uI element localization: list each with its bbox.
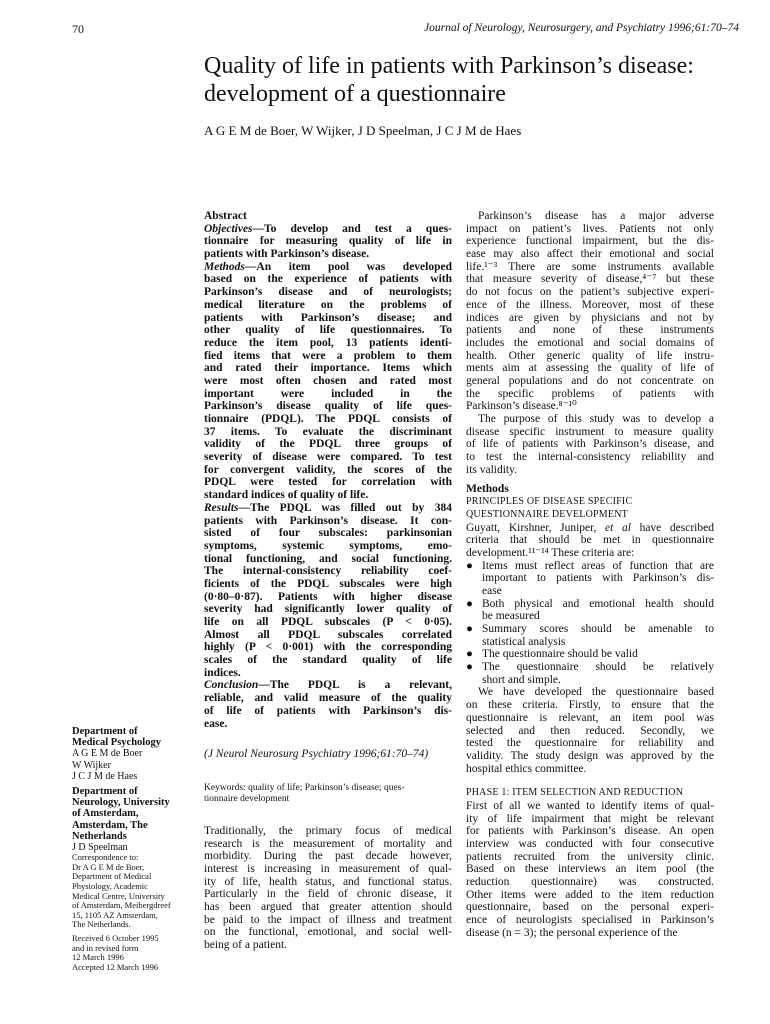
abstract-line: patients with Parkinson’s disease. It con- <box>204 514 452 527</box>
abstract-line: for convergent validity, the scores of the <box>204 463 452 476</box>
bullet-text: Items must reflect areas of function that are <box>482 559 714 572</box>
paragraph-line: Other items were added to the item reduction <box>466 888 714 901</box>
paragraph-line: ity of life impairment that might be relevant <box>466 812 714 825</box>
correspondence-line: Correspondence to: <box>72 852 139 863</box>
author-list: A G E M de Boer, W Wijker, J D Speelman, J C J M de Haes <box>204 123 522 138</box>
bullet-text: statistical analysis <box>482 635 566 648</box>
page-number: 70 <box>72 22 84 36</box>
paragraph-line: for patients with Parkinson’s disease. An open <box>466 825 714 838</box>
spacer <box>466 476 714 483</box>
spacer <box>466 775 714 787</box>
abstract-line: standard indices of quality of life. <box>204 489 369 502</box>
bullet-icon: ● <box>466 559 473 572</box>
paragraph-line: on these criteria. Firstly, to ensure that the <box>466 699 714 712</box>
intro-line: morbidity. During the past decade however, <box>204 850 452 863</box>
paragraph-line: validity. The study design was approved by the <box>466 749 714 762</box>
paragraph-line: health. Other generic quality of life instru- <box>466 349 714 362</box>
paragraph-line: its validity. <box>466 463 518 476</box>
text-run: et al <box>605 521 631 534</box>
abstract-line: Almost all PDQL subscales correlated <box>204 628 452 641</box>
abstract-line: PDQL were tested for correlation with <box>204 476 452 489</box>
abstract-line: fied items that were a problem to them <box>204 349 452 362</box>
paragraph-line: experience functional impairment, but the dis- <box>466 235 714 248</box>
paragraph-line: Parkinson’s disease has a major adverse <box>478 210 714 222</box>
article-title <box>204 52 744 108</box>
paragraph-line: that measure severity of disease,⁴⁻⁷ but these <box>466 273 714 286</box>
paragraph-line: patients and none of these instruments <box>466 324 714 337</box>
bullet-item-line <box>466 598 714 611</box>
paragraph-line: indices are given by physicians and not by <box>466 311 714 324</box>
correspondence <box>72 853 171 930</box>
abstract-line: ease. <box>204 717 228 730</box>
abstract-line-text: —To develop and test a ques- <box>252 222 452 235</box>
bullet-text: ease <box>482 584 502 597</box>
paragraph-line: interview was conducted with four consecutive <box>466 838 714 850</box>
bullet-item-line <box>466 560 714 573</box>
correspondence-line: Department of Medical <box>72 871 152 882</box>
bullet-text: be measured <box>482 610 540 623</box>
bullet-text: short and simple. <box>482 673 561 686</box>
journal-reference: Journal of Neurology, Neurosurgery, and Psychiatry 1996;61:70–74 <box>424 22 739 34</box>
paragraph-line: ence of neurologists specialised in Parkinson’s <box>466 914 714 927</box>
abstract-line: medical literature on the problems of <box>204 298 452 311</box>
text-run: have described <box>630 521 714 534</box>
affiliation-line: Medical Psychology <box>72 737 161 749</box>
abstract-line: The internal-consistency reliability coef- <box>204 565 452 578</box>
bullet-item-line <box>466 585 714 598</box>
abstract-line: important were included in the <box>204 387 452 400</box>
affiliation-line: Department of <box>72 726 138 737</box>
date-line: Received 6 October 1995 <box>72 932 159 943</box>
paragraph-line: Parkinson’s disease.⁸⁻¹⁰ <box>466 400 577 413</box>
bullet-item-line <box>466 610 714 623</box>
bullet-text: Both physical and emotional health should <box>482 597 714 610</box>
abstract-line: scales of the standard quality of life <box>204 654 452 667</box>
author-name: J C J M de Haes <box>72 770 138 782</box>
paragraph-line: questionnaire, based on the personal experi- <box>466 901 714 914</box>
paragraph-line: to test the internal-consistency reliability and <box>466 451 714 464</box>
abstract-line: other quality of life questionnaires. To <box>204 324 452 337</box>
abstract-line <box>204 502 452 515</box>
abstract-line: and rated their importance. Items which <box>204 362 452 375</box>
paragraph-line: Based on these interviews an item pool (the <box>466 863 714 876</box>
bullet-text: The questionnaire should be valid <box>482 648 638 661</box>
text-run: Guyatt, Kirshner, Juniper, <box>466 521 606 534</box>
paragraph-line: impact on patient’s lives. Patients not only <box>466 222 714 235</box>
intro-line: research is the measurement of mortality and <box>204 837 452 850</box>
correspondence-line: of Amsterdam, Meibergdreef <box>72 900 171 911</box>
keywords <box>204 783 452 805</box>
paragraph-line: life.¹⁻³ There are some instruments available <box>466 260 714 273</box>
bullet-item-line <box>466 674 714 687</box>
abstract-line: (0·80–0·87). Patients with higher disease <box>204 590 452 603</box>
abstract-line: based on the experience of patients with <box>204 273 452 286</box>
title-line: development of a questionnaire <box>204 81 506 107</box>
received-dates <box>72 934 171 972</box>
abstract-line <box>204 679 452 692</box>
abstract-label: Results <box>204 501 239 514</box>
paragraph-line: general populations and do not concentrate on <box>466 374 714 387</box>
bullet-text: Summary scores should be amenable to <box>482 623 714 635</box>
abstract-line: tionnaire (PDQL). The PDQL consists of <box>204 413 452 425</box>
affiliation-line: Neurology, University <box>72 797 170 809</box>
paragraph-line: criteria that should be met in questionnaire <box>466 534 714 547</box>
paragraph-line: The purpose of this study was to develop a <box>478 413 714 425</box>
paragraph-line: We have developed the questionnaire based <box>478 686 714 699</box>
abstract-line <box>204 223 452 236</box>
keywords-line: Keywords: quality of life; Parkinson’s disease; ques- <box>204 782 405 793</box>
bullet-icon: ● <box>466 623 473 635</box>
bullet-item-line <box>466 648 714 661</box>
correspondence-line: 15, 1105 AZ Amsterdam, <box>72 909 158 920</box>
abstract-line: tionnaire for measuring quality of life in <box>204 235 452 248</box>
bullet-item-line <box>466 623 714 636</box>
intro-line: interest is increasing in measurement of qual- <box>204 862 452 875</box>
abstract-line: validity of the PDQL three groups of <box>204 438 452 451</box>
bullet-text: The questionnaire should be relatively <box>482 661 714 674</box>
bullet-item-line <box>466 636 714 649</box>
paragraph-line: ence of the illness. Moreover, most of these <box>466 298 714 311</box>
paragraph-line: selected and then reduced. Secondly, we <box>466 724 714 737</box>
abstract-heading: Abstract <box>204 210 247 222</box>
abstract-label: Conclusion <box>204 679 259 692</box>
abstract-line: Parkinson’s disease quality of life ques- <box>204 400 452 413</box>
subsection-heading: QUESTIONNAIRE DEVELOPMENT <box>466 508 628 520</box>
abstract-line: life on all PDQL subscales (P < 0·05). <box>204 616 452 628</box>
abstract-line: were most often chosen and rated most <box>204 374 452 387</box>
affiliation-line: Department of <box>72 786 138 798</box>
body-column <box>466 210 714 940</box>
date-line: Accepted 12 March 1996 <box>72 961 159 972</box>
abstract-line: ficients of the PDQL subscales were high <box>204 577 452 590</box>
author-name: J D Speelman <box>72 842 128 854</box>
abstract-line: patients with Parkinson’s disease. <box>204 248 370 261</box>
date-line: and in revised form <box>72 942 139 953</box>
intro-line: ity of life, health status, and functional status. <box>204 875 452 888</box>
paragraph-line: reduction questionnaire) was constructed. <box>466 876 714 889</box>
paragraph-line: disease specific instrument to measure quality <box>466 425 714 438</box>
correspondence-line: Physiology, Academic <box>72 881 148 892</box>
abstract-line: highly (P < 0·001) with the corresponding <box>204 641 452 654</box>
bullet-icon: ● <box>466 648 473 661</box>
title-line: Quality of life in patients with Parkinson’s disease: <box>204 53 694 79</box>
paragraph-line: disease (n = 3); the personal experience of the <box>466 926 678 939</box>
abstract-line: tional functioning, and social functioning. <box>204 552 452 565</box>
affiliation-line: Netherlands <box>72 830 127 842</box>
abstract-line: Parkinson’s disease and of neurologists; <box>204 286 452 299</box>
intro-line: be paid to the impact of illness and treatment <box>204 913 452 926</box>
paragraph-line: ease may also affect their emotional and social <box>466 248 714 261</box>
abstract-line-text: —The PDQL was filled out by 384 <box>238 501 452 514</box>
abstract-line: severity of disease were compared. To test <box>204 451 452 464</box>
subsection-heading: PRINCIPLES OF DISEASE SPECIFIC <box>466 496 633 508</box>
bullet-item-line <box>466 572 714 585</box>
abstract-line-text: —An item pool was developed <box>244 260 452 273</box>
abstract-body <box>204 223 452 731</box>
abstract-line: patients with Parkinson’s disease; and <box>204 311 452 324</box>
subsection-heading: PHASE 1: ITEM SELECTION AND REDUCTION <box>466 787 684 799</box>
introduction-text <box>204 825 452 952</box>
paragraph-line: development.¹¹⁻¹⁴ These criteria are: <box>466 546 635 559</box>
intro-line: Traditionally, the primary focus of medical <box>204 824 452 837</box>
paragraph-line: questionnaire is relevant, an item pool was <box>466 711 714 724</box>
bullet-item-line <box>466 661 714 674</box>
paragraph-line: First of all we wanted to identify items of qual- <box>466 799 714 812</box>
abstract-line-text: —The PDQL is a relevant, <box>258 679 452 692</box>
author-name: W Wijker <box>72 759 111 771</box>
abstract-line <box>204 261 452 274</box>
abstract-line: reliable, and valid measure of the quality <box>204 692 452 705</box>
affiliations-sidebar <box>72 726 171 972</box>
paragraph-line: patients recruited from the university clinic. <box>466 850 714 863</box>
paragraph-line: the specific problems of patients with <box>466 387 714 400</box>
keywords-line: tionnaire development <box>204 793 290 804</box>
intro-line: has been argued that greater attention should <box>204 901 452 913</box>
paragraph-line: of life of patients with Parkinson’s disease, and <box>466 438 714 451</box>
abstract-column <box>204 210 452 952</box>
abstract-line: 37 items. To evaluate the discriminant <box>204 425 452 438</box>
abstract-line: severity had significantly lower quality of <box>204 603 452 616</box>
citation: (J Neurol Neurosurg Psychiatry 1996;61:70–74) <box>204 748 429 761</box>
abstract-line: reduce the item pool, 13 patients identi- <box>204 336 452 349</box>
abstract-label: Methods <box>204 260 245 273</box>
paragraph-line: tested the questionnaire for reliability and <box>466 737 714 750</box>
affiliation-line: Amsterdam, The <box>72 819 148 831</box>
paragraph-line: hospital ethics committee. <box>466 762 587 775</box>
paragraph-line: do not focus on the patient’s subjective experi- <box>466 286 714 299</box>
abstract-line: sisted of four subscales: parkinsonian <box>204 527 452 540</box>
correspondence-line: The Netherlands. <box>72 919 131 930</box>
paragraph-line: ments aim at assessing the quality of life of <box>466 362 714 375</box>
methods-heading: Methods <box>466 483 509 496</box>
abstract-label: Objectives <box>204 222 253 235</box>
correspondence-line: Dr A G E M de Boer, <box>72 861 145 872</box>
affiliation-line: of Amsterdam, <box>72 808 139 820</box>
intro-line: being of a patient. <box>204 939 288 952</box>
abstract-line: indices. <box>204 666 241 679</box>
author-name: A G E M de Boer <box>72 748 143 760</box>
bullet-text: important to patients with Parkinson’s dis- <box>482 572 714 585</box>
date-line: 12 March 1996 <box>72 952 124 963</box>
intro-line: Particularly in the field of chronic disease, it <box>204 888 452 901</box>
intro-line: on the functional, emotional, and social well- <box>204 926 452 939</box>
bullet-icon: ● <box>466 597 473 610</box>
paragraph-line: includes the emotional and social domains of <box>466 336 714 349</box>
bullet-icon: ● <box>466 661 473 674</box>
correspondence-line: Medical Centre, University <box>72 890 165 901</box>
paragraph-line <box>466 522 714 535</box>
abstract-line: of life of patients with Parkinson’s dis- <box>204 704 452 717</box>
abstract-line: symptoms, systemic symptoms, emo- <box>204 539 452 552</box>
